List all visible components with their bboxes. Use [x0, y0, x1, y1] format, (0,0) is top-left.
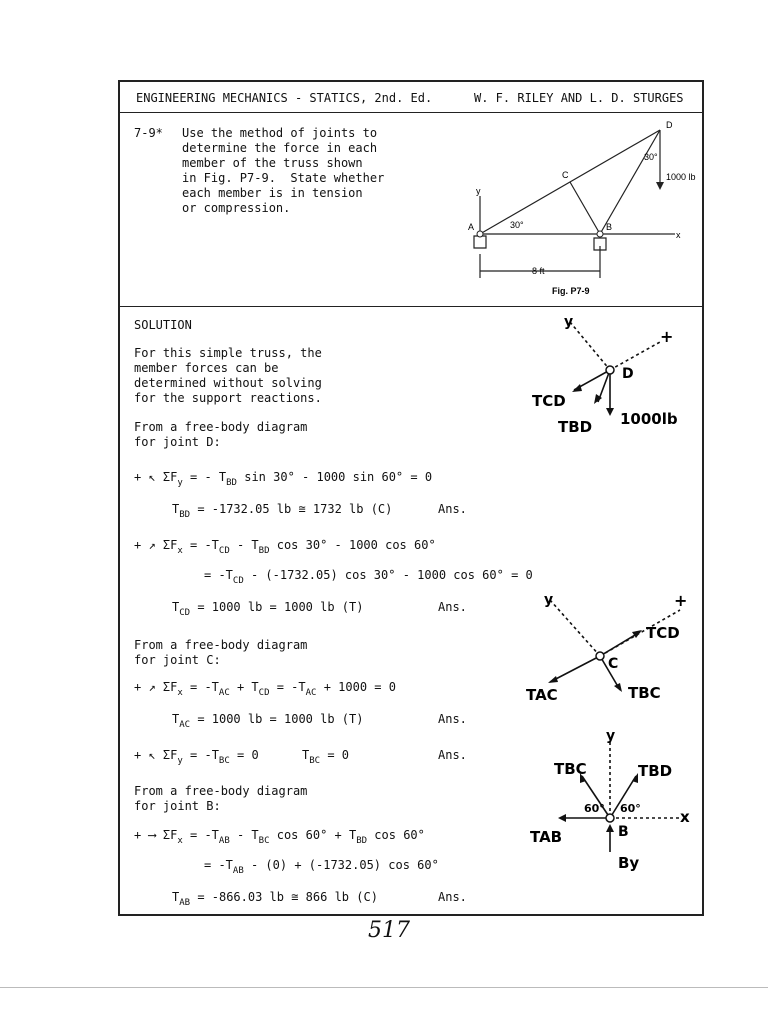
- eq5b: = $-T_{AB} - (0) + (-1732.05)$ cos 60°: [204, 858, 439, 876]
- label-b: B: [606, 222, 613, 232]
- fbd-c-y-axis: [550, 600, 600, 656]
- eq2: + ↗ $\Sigma F_x = -T_{CD} - T_{BD}$ cos 30° - 1000 cos 60°: [134, 538, 436, 556]
- ans-tbc: Ans.: [438, 748, 467, 762]
- fbd-b-line-2: for joint B:: [134, 799, 221, 813]
- angle-top: 30°: [644, 152, 658, 162]
- fbd-b-joint: [606, 814, 614, 822]
- ans-tcd: Ans.: [438, 600, 467, 614]
- fbd-b-tbc: TBC: [554, 760, 587, 778]
- problem-line-3: member of the truss shown: [182, 156, 363, 170]
- fbd-d-x: +: [660, 327, 674, 346]
- fbd-d-joint: [606, 366, 614, 374]
- eq4: + ↖ $\Sigma F_y = -T_{BC} = 0$ $T_{BC} = 0$: [134, 748, 350, 766]
- problem-line-6: or compression.: [182, 201, 291, 215]
- label-c: C: [562, 170, 569, 180]
- fbd-d-y-axis: [570, 322, 610, 370]
- label-a: A: [468, 222, 475, 232]
- fbd-joint-b: [510, 722, 700, 882]
- fbd-c-tbc: TBC: [628, 684, 661, 702]
- problem-line-4: in Fig. P7-9. State whether: [182, 171, 385, 185]
- fbd-c-y: y: [544, 592, 554, 608]
- fbd-c-x: +: [674, 592, 688, 610]
- fbd-b-tbd: TBD: [638, 762, 673, 780]
- eq2b: = $-T_{CD} - (-1732.05)$ cos 30° - 1000 cos 60° = 0: [204, 568, 533, 586]
- fbd-joint-c: [510, 592, 700, 702]
- fbd-c-joint: [596, 652, 604, 660]
- load-arrow: [656, 182, 664, 190]
- fbd-b-x: x: [680, 808, 690, 826]
- fbd-c-tcd: TCD: [646, 624, 680, 642]
- figure-caption: Fig. P7-9: [552, 286, 590, 296]
- fbd-d-line-2: for joint D:: [134, 435, 221, 449]
- problem-line-2: determine the force in each: [182, 141, 378, 155]
- label-y: y: [476, 186, 481, 196]
- problem-divider: [120, 306, 702, 307]
- fbd-d-load: 1000lb: [620, 410, 678, 428]
- ans-tac: Ans.: [438, 712, 467, 726]
- solution-title: SOLUTION: [134, 318, 192, 332]
- intro-line-4: for the support reactions.: [134, 391, 322, 405]
- pin-a: [477, 231, 483, 237]
- intro-line-2: member forces can be: [134, 361, 279, 375]
- eq1: + ↖ $\Sigma F_y$ = - $T_{BD}$ sin 30° - 1000 sin 60° = 0: [134, 470, 433, 488]
- ans-tbd: Ans.: [438, 502, 467, 516]
- fbd-d-line-1: From a free-body diagram: [134, 420, 308, 434]
- eq-tac: $T_{AC} = 1000$ lb = 1000 lb (T): [172, 712, 364, 730]
- fbd-b-joint-label: B: [618, 824, 629, 840]
- problem-number: 7-9*: [134, 126, 163, 140]
- eq3: + ↗ $\Sigma F_x = -T_{AC} + T_{CD} = -T_{AC} + 1000 = 0$: [134, 680, 396, 698]
- fbd-b-tab: TAB: [530, 828, 563, 846]
- pin-b: [597, 231, 603, 237]
- intro-line-3: determined without solving: [134, 376, 322, 390]
- header-divider: [120, 112, 702, 113]
- page-number: 517: [368, 918, 410, 943]
- fbd-d-y: y: [564, 314, 574, 330]
- fbd-c-line-1: From a free-body diagram: [134, 638, 308, 652]
- book-title: ENGINEERING MECHANICS - STATICS, 2nd. Ed.: [136, 91, 433, 105]
- support-a: [474, 236, 486, 248]
- fbd-c-joint-label: C: [608, 656, 619, 672]
- label-d: D: [666, 120, 673, 130]
- fbd-d-tbd: TBD: [558, 418, 593, 436]
- fbd-b-angle-2: 60°: [620, 802, 641, 815]
- eq5: + ⟶ $\Sigma F_x = -T_{AB} - T_{BC}$ $\cos 60^\circ + T_{BD}$ cos 60°: [134, 828, 425, 846]
- fbd-b-line-1: From a free-body diagram: [134, 784, 308, 798]
- fbd-b-y: y: [606, 728, 616, 744]
- label-x: x: [676, 230, 681, 240]
- eq-tbd: $T_{BD} = -1732.05$ lb ≅ 1732 lb (C): [172, 502, 393, 520]
- fbd-d-joint-label: D: [622, 366, 634, 382]
- truss-figure: [460, 116, 700, 302]
- load-label: 1000 lb: [666, 172, 696, 182]
- fbd-c-tac: TAC: [526, 686, 558, 702]
- fbd-c-tcd-arrow: [600, 632, 640, 656]
- book-authors: W. F. RILEY AND L. D. STURGES: [474, 91, 684, 105]
- span-label: 8 ft: [532, 266, 545, 276]
- fbd-d-x-axis: [610, 342, 660, 370]
- eq-tcd: $T_{CD} = 1000$ lb = 1000 lb (T): [172, 600, 364, 618]
- member-bc: [570, 182, 600, 234]
- fbd-d-tcd: TCD: [532, 392, 566, 410]
- page-frame: [118, 80, 704, 916]
- fbd-b-by: By: [618, 854, 640, 872]
- angle-base: 30°: [510, 220, 524, 230]
- fbd-joint-d: [510, 312, 690, 442]
- fbd-b-angle-1: 60°: [584, 802, 605, 815]
- problem-line-5: each member is in tension: [182, 186, 363, 200]
- fbd-c-tac-arrow: [550, 656, 600, 682]
- problem-line-1: Use the method of joints to: [182, 126, 378, 140]
- eq-tab: $T_{AB} = -866.03$ lb ≅ 866 lb (C): [172, 890, 378, 908]
- fbd-c-line-2: for joint C:: [134, 653, 221, 667]
- scan-artifact-line: [0, 987, 768, 988]
- member-bd: [600, 130, 660, 234]
- intro-line-1: For this simple truss, the: [134, 346, 322, 360]
- ans-tab: Ans.: [438, 890, 467, 904]
